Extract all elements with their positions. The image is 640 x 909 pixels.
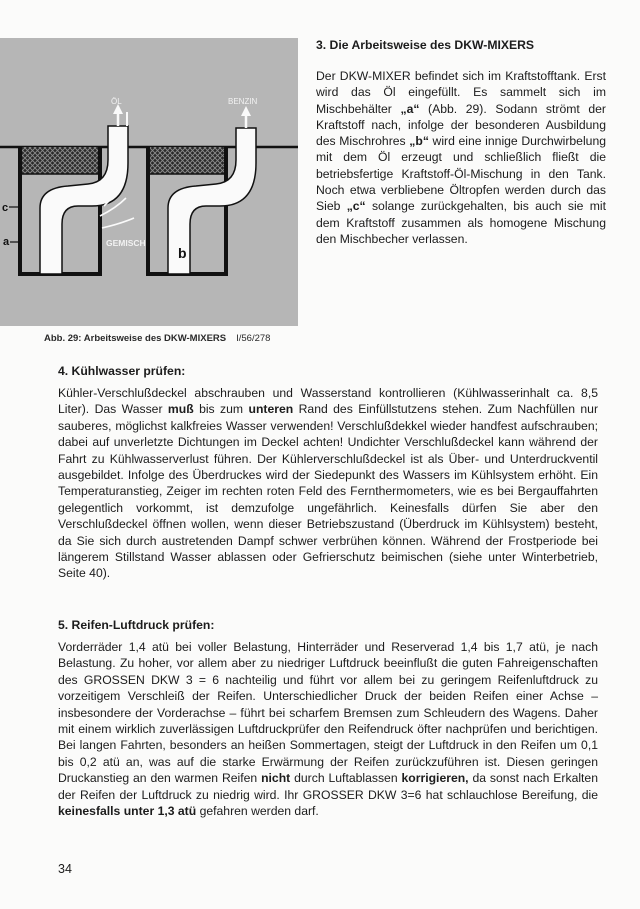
label-benzin: BENZIN xyxy=(228,97,258,106)
body-text: (Abb. 29). Sodann strömt der Kraftstoff nach, infolge der besonderen Ausbildung des Mischrohres xyxy=(316,101,606,149)
body-text: gefahren werden darf. xyxy=(196,804,319,819)
body-text: Der DKW-MIXER befindet sich im Kraftstofftank. Erst wird das Öl eingefüllt. Es sammelt sich im Mischbehälter xyxy=(316,69,606,116)
emphasis-text: „a“ xyxy=(400,101,420,116)
mixer-beaker-right xyxy=(148,106,256,274)
mixer-figure xyxy=(0,38,298,326)
emphasis-text: „b“ xyxy=(409,134,429,149)
body-text: wird eine innige Durchwirbelung mit dem Öl erzeugt und schließlich fließt die betriebsfertige Kraftstoff-Öl-Mischung in den Tank. Noch etwa verbliebene Öltropfen werden durch das Sieb xyxy=(316,134,607,214)
section-coolant-paragraph xyxy=(58,385,598,582)
body-text: solange zurückgehalten, bis auch sie mit dem Kraftstoff zusammen als homogene Mischung den Mischbecher verlassen. xyxy=(316,199,606,246)
body-text: da sonst nach Erkalten der Reifen der Luftdruck zu niedrig wird. Ihr GROSSER DKW 3=6 hat schlauchlose Bereifung, die xyxy=(58,771,598,802)
body-text: bis zum xyxy=(193,402,249,417)
section-coolant-heading: 4. Kühlwasser prüfen: xyxy=(58,364,186,378)
emphasis-text: nicht xyxy=(261,771,291,786)
body-text: Rand des Einfüllstutzens stehen. Zum Nachfüllen nur sauberes, möglichst kalkfreies Wasser verwenden! Verschlußdekkel wieder handfest aufschrauben; dabei auf unverletzte Dichtungen im Deckel achten! Undichter Verschlußdeckel kann während der Fahrt zu Kühlwasserverlust führen. Der Kühlerverschlußdeckel ist als Über- und Unterdruckventil ausgebildet. Infolge des Überdruckes wird der Siedepunkt des Wassers im Kühlsystem erhöht. Ein Temperaturanstieg, Zeiger im rechten roten Feld des Fernthermometers, wie es bei Bergauffahrten gelegentlich vorkommt, ist demzufolge ungefährlich. Keinesfalls dürfen Sie aber den Verschlußdeckel öffnen wollen, wenn dieser Betriebszustand (Überdruck im Kühlsystem) besteht, da Sie sich durch austretenden Dampf schwer verbrühen können. Während der Frostperiode bei längerem Stillstand Wasser ablassen oder Gefrierschutz beimischen (siehe unter Winterbetrieb, Seite 40). xyxy=(58,402,598,581)
section-mixer xyxy=(316,38,606,247)
label-gemisch: GEMISCH xyxy=(106,238,146,248)
emphasis-text: muß xyxy=(167,402,194,417)
section-tire-pressure-paragraph xyxy=(58,639,598,819)
figure-caption xyxy=(44,333,304,344)
label-oil: ÖL xyxy=(111,97,122,106)
mixer-beaker-left xyxy=(20,104,128,274)
body-text: durch Luftablassen xyxy=(290,771,402,786)
emphasis-text: korrigieren, xyxy=(401,771,469,786)
section-tire-pressure-heading: 5. Reifen-Luftdruck prüfen: xyxy=(58,618,215,632)
body-text: Vorderräder 1,4 atü bei voller Belastung, Hinterräder und Reserverad 1,4 bis 1,7 atü, je nach Belastung. Zu hoher, vor allem aber zu niedriger Luftdruck beeinflußt die guten Fahreigenschaften des GROSSEN DKW 3 = 6 nachteilig und führt vor allem bei zu geringem Reifenluftdruck zu vorzeitigem Verschleiß der Reifen. Unterschiedlicher Druck der beiden Reifen einer Achse – insbesondere der Vorderachse – führt bei scharfem Bremsen zum Schleudern des Wagens. Daher mit einem wirklich zuverlässigen Luftdruckprüfer den Reifendruck öfter nachprüfen und berichtigen. Bei langen Fahrten, besonders an heißen Sommertagen, steigt der Luftdruck in den Reifen um 0,1 bis 0,2 atü an, was auf die starke Erwärmung der Reifen zurückzuführen ist. Diesen geringen Druckanstieg an den warmen Reifen xyxy=(58,640,598,786)
emphasis-text: unteren xyxy=(248,402,294,417)
fuel-inflow-arrow xyxy=(241,106,251,116)
figure-code: I/56/278 xyxy=(236,333,271,344)
figure-caption-text: Abb. 29: Arbeitsweise des DKW-MIXERS xyxy=(44,333,227,344)
label-c: c xyxy=(2,202,9,214)
section-mixer-paragraph xyxy=(316,68,606,247)
emphasis-text: „c“ xyxy=(346,199,366,214)
body-text: Kühler-Verschlußdeckel abschrauben und Wasserstand kontrollieren (Kühlwasserinhalt ca. 8,5 Liter). Das Wasser xyxy=(58,386,598,417)
page-number: 34 xyxy=(58,862,72,876)
section-mixer-heading: 3. Die Arbeitsweise des DKW-MIXERS xyxy=(316,38,535,52)
emphasis-text: keinesfalls unter 1,3 atü xyxy=(58,804,197,819)
section-tire-pressure xyxy=(58,618,598,819)
section-coolant xyxy=(58,364,598,582)
label-a: a xyxy=(3,236,10,248)
sieve-c-right xyxy=(150,147,224,174)
label-b: b xyxy=(178,245,187,261)
mixer-diagram xyxy=(0,38,298,326)
sieve-c-left xyxy=(22,147,98,174)
